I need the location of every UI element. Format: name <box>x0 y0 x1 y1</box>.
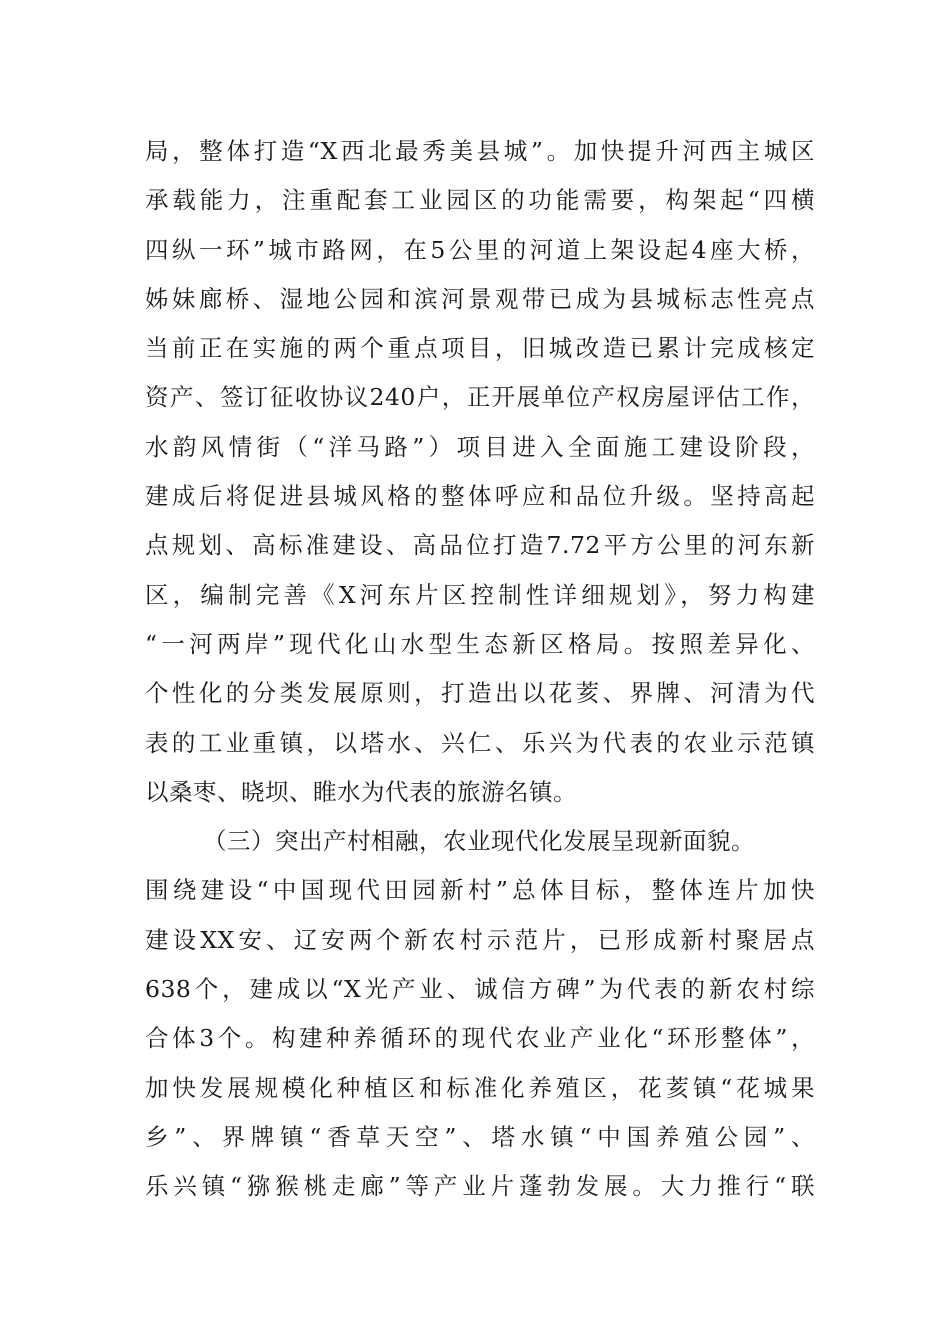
section-heading: （三）突出产村相融，农业现代化发展呈现新面貌。 <box>203 827 755 856</box>
text-line: 资产、签订征收协议240户，正开展单位产权房屋评估工作， <box>145 383 815 412</box>
text-line: 个性化的分类发展原则，打造出以花荄、界牌、河清为代 <box>145 679 815 708</box>
text-line: 围绕建设“中国现代田园新村”总体目标，整体连片加快 <box>145 876 815 905</box>
text-line: 乡”、界牌镇“香草天空”、塔水镇“中国养殖公园”、 <box>145 1122 815 1151</box>
text-line: “一河两岸”现代化山水型生态新区格局。按照差异化、 <box>145 629 815 658</box>
text-line: 加快发展规模化种植区和标准化养殖区，花荄镇“花城果 <box>145 1073 815 1102</box>
text-line: 四纵一环”城市路网，在5公里的河道上架设起4座大桥， <box>145 235 815 264</box>
text-line: 乐兴镇“猕猴桃走廊”等产业片蓬勃发展。大力推行“联 <box>145 1172 815 1201</box>
text-line: 638个，建成以“X光产业、诚信方碑”为代表的新农村综 <box>145 975 815 1004</box>
paragraph-end-line: 以桑枣、晓坝、睢水为代表的旅游名镇。 <box>145 777 577 806</box>
body-text <box>145 127 815 1212</box>
text-line: 当前正在实施的两个重点项目，旧城改造已累计完成核定 <box>145 334 815 363</box>
text-line: 姊妹廊桥、湿地公园和滨河景观带已成为县城标志性亮点 <box>145 284 815 313</box>
text-line: 局，整体打造“X西北最秀美县城”。加快提升河西主城区 <box>145 137 815 165</box>
text-line: 建设XX安、辽安两个新农村示范片，已形成新村聚居点 <box>145 925 815 954</box>
text-line: 承载能力，注重配套工业园区的功能需要，构架起“四横 <box>145 186 815 215</box>
text-line: 建成后将促进县城风格的整体呼应和品位升级。坚持高起 <box>145 482 815 511</box>
text-line: 合体3个。构建种养循环的现代农业产业化“环形整体”， <box>145 1024 815 1053</box>
text-line: 区，编制完善《X河东片区控制性详细规划》，努力构建 <box>145 580 815 609</box>
text-line: 点规划、高标准建设、高品位打造7.72平方公里的河东新 <box>145 531 815 560</box>
text-line: 水韵风情街（“洋马路”）项目进入全面施工建设阶段， <box>145 432 815 461</box>
text-line: 表的工业重镇，以塔水、兴仁、乐兴为代表的农业示范镇 <box>145 728 815 757</box>
